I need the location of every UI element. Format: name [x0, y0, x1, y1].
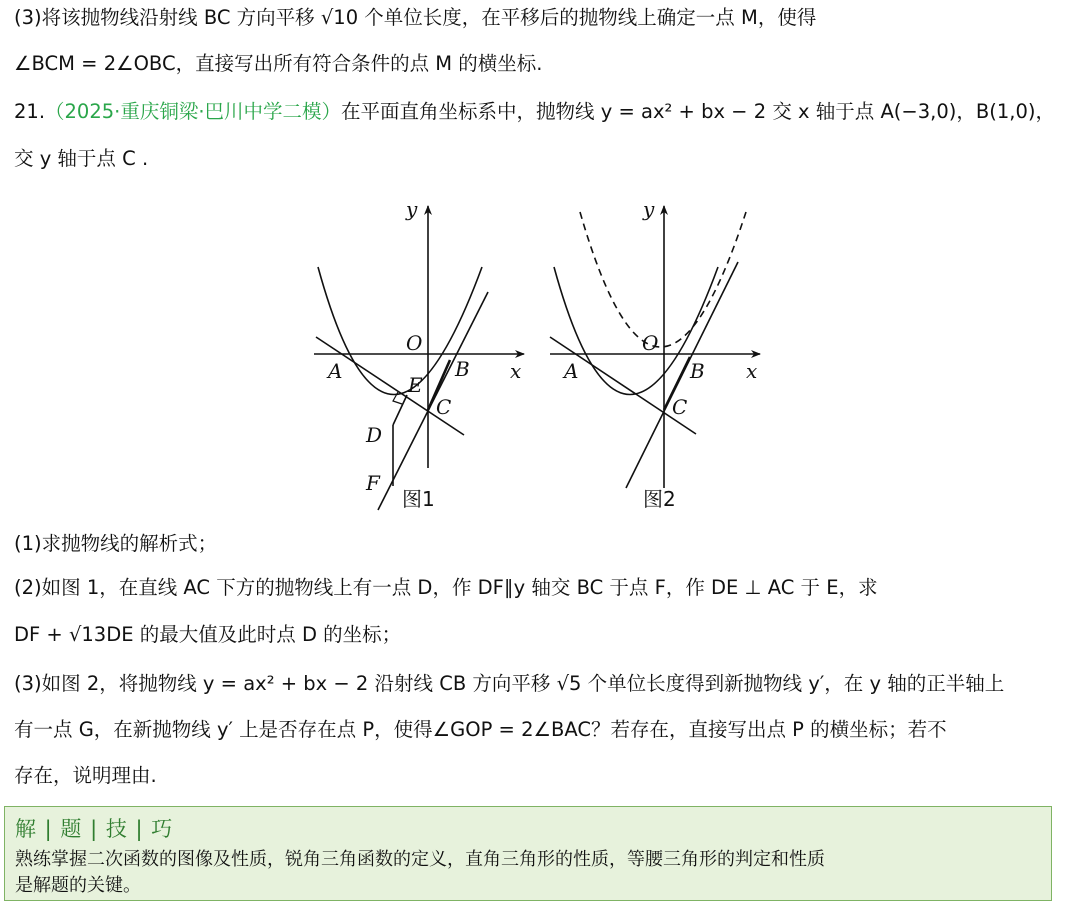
fig1-label-o: O	[406, 331, 423, 355]
tip-line-1: 熟练掌握二次函数的图像及性质，锐角三角函数的定义，直角三角形的性质，等腰三角形的判定和性质	[15, 849, 825, 870]
question-3-line-2: 有一点 G，在新抛物线 y′ 上是否存在点 P，使得∠GOP = 2∠BAC？若存在，直接写出点 P 的横坐标；若不	[14, 718, 947, 741]
fig1-label-f: F	[366, 471, 380, 495]
fig1-label-y: y	[406, 197, 418, 221]
fig1-label-e: E	[408, 373, 423, 397]
question-21-header	[14, 98, 1055, 126]
fig2-caption: 图2	[643, 487, 676, 511]
fig1-label-d: D	[366, 423, 383, 447]
question-source: （2025·重庆铜梁·巴川中学二模）	[45, 100, 342, 123]
question-3-line-3: 存在，说明理由.	[14, 764, 157, 787]
fig2-label-o: O	[642, 331, 659, 355]
figure-2-labels	[562, 197, 757, 419]
fig2-label-a: A	[564, 359, 579, 383]
fig1-label-a: A	[328, 359, 343, 383]
question-21-text: 在平面直角坐标系中，抛物线 y = ax² + bx − 2 交 x 轴于点 A(−3,0)，B(1,0)，	[341, 100, 1055, 123]
prev-question-line-2: ∠BCM = 2∠OBC，直接写出所有符合条件的点 M 的横坐标.	[14, 52, 543, 75]
fig2-label-b: B	[690, 359, 705, 383]
fig2-label-c: C	[672, 395, 688, 419]
fig1-label-x: x	[510, 359, 522, 383]
fig2-new-parabola	[580, 212, 746, 347]
fig2-label-x: x	[746, 359, 758, 383]
question-3-line-1: (3)如图 2，将抛物线 y = ax² + bx − 2 沿射线 CB 方向平移 √5 个单位长度得到新抛物线 y′，在 y 轴的正半轴上	[14, 672, 1005, 695]
tip-box	[4, 806, 1052, 901]
fig2-line-ac	[550, 337, 696, 434]
fig1-caption: 图1	[402, 487, 435, 511]
fig1-label-c: C	[436, 395, 452, 419]
question-21-line-2: 交 y 轴于点 C .	[14, 147, 149, 170]
fig1-label-b: B	[455, 357, 470, 381]
fig2-label-y: y	[643, 197, 655, 221]
fig1-segment-de	[393, 395, 407, 425]
tip-line-2: 是解题的关键。	[15, 875, 141, 896]
prev-question-line-1: (3)将该抛物线沿射线 BC 方向平移 √10 个单位长度，在平移后的抛物线上确定一点 M，使得	[14, 6, 817, 29]
figure-1-labels	[326, 197, 521, 495]
figure-1	[314, 206, 524, 510]
question-1: (1)求抛物线的解析式；	[14, 532, 218, 555]
question-2-line-2: DF + √13DE 的最大值及此时点 D 的坐标；	[14, 623, 402, 646]
tip-title: 解 | 题 | 技 | 巧	[15, 817, 174, 841]
figures	[300, 192, 780, 512]
question-number: 21.	[14, 100, 46, 123]
fig1-line-ac	[316, 337, 464, 435]
question-2-line-1: (2)如图 1，在直线 AC 下方的抛物线上有一点 D，作 DF∥y 轴交 BC 于点 F，作 DE ⊥ AC 于 E，求	[14, 576, 878, 599]
